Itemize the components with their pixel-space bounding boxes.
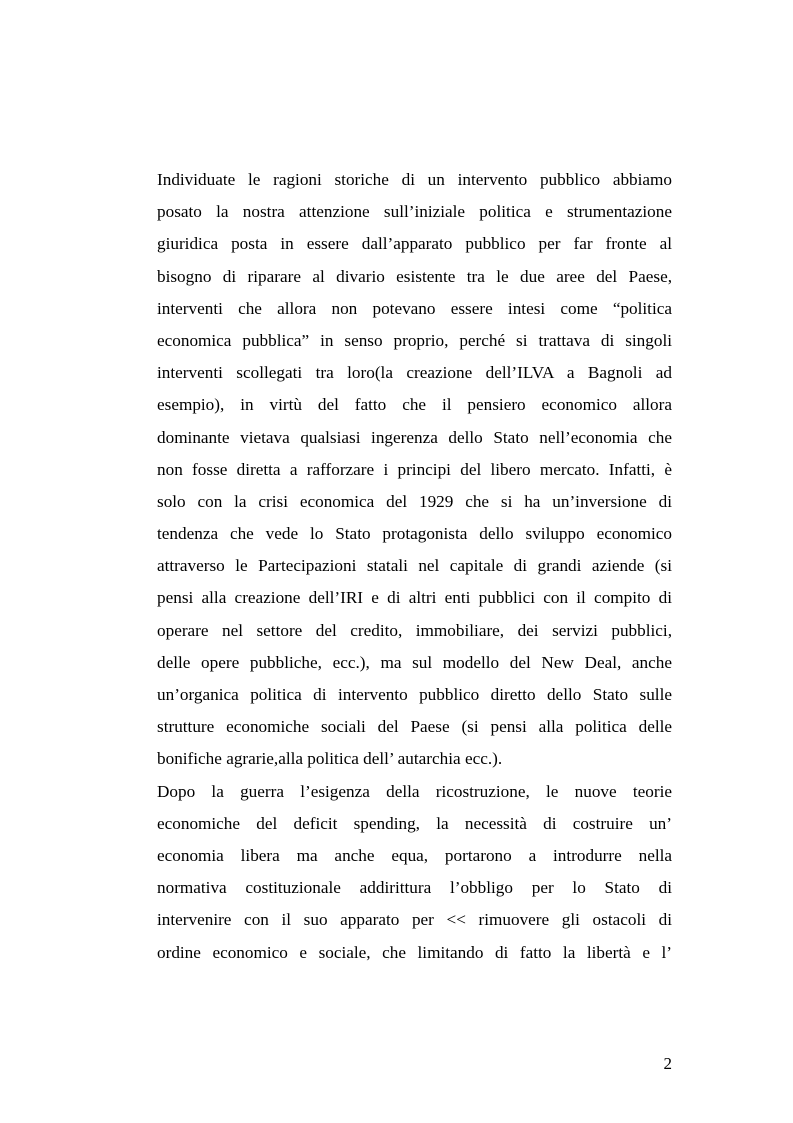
text-line: normativa costituzionale addirittura l’obbligo per lo Stato di — [157, 878, 672, 898]
text-line: attraverso le Partecipazioni statali nel capitale di grandi aziende (si — [157, 556, 672, 576]
text-line: bisogno di riparare al divario esistente tra le due aree del Paese, — [157, 266, 672, 286]
text-line: giuridica posta in essere dall’apparato pubblico per far fronte al — [157, 234, 672, 254]
text-line: tendenza che vede lo Stato protagonista dello sviluppo economico — [157, 524, 672, 544]
text-line: posato la nostra attenzione sull’iniziale politica e strumentazione — [157, 202, 672, 222]
text-line: interventi scollegati tra loro(la creazione dell’ILVA a Bagnoli ad — [157, 363, 672, 383]
text-line: delle opere pubbliche, ecc.), ma sul modello del New Deal, anche — [157, 652, 672, 672]
text-line: un’organica politica di intervento pubblico diretto dello Stato sulle — [157, 685, 672, 704]
text-line: bonifiche agrarie,alla politica dell’ autarchia ecc.). — [157, 749, 503, 769]
text-line: economiche del deficit spending, la necessità di costruire un’ — [157, 813, 672, 833]
text-line: solo con la crisi economica del 1929 che si ha un’inversione di — [157, 491, 672, 511]
text-line: strutture economiche sociali del Paese (si pensi alla politica delle — [157, 717, 672, 737]
text-line: interventi che allora non potevano essere intesi come “politica — [157, 298, 672, 318]
text-line: dominante vietava qualsiasi ingerenza dello Stato nell’economia che — [157, 427, 672, 447]
paragraph-1 — [157, 164, 672, 776]
text-line: Individuate le ragioni storiche di un intervento pubblico abbiamo — [157, 170, 672, 189]
text-line: pensi alla creazione dell’IRI e di altri enti pubblici con il compito di — [157, 588, 672, 608]
text-line: intervenire con il suo apparato per << rimuovere gli ostacoli di — [157, 910, 672, 930]
text-line: economica pubblica” in senso proprio, perché si trattava di singoli — [157, 330, 672, 350]
body-text — [157, 164, 672, 969]
text-line: ordine economico e sociale, che limitando di fatto la libertà e l’ — [157, 942, 672, 962]
text-line: esempio), in virtù del fatto che il pensiero economico allora — [157, 395, 672, 415]
paragraph-2 — [157, 776, 672, 969]
text-line: economia libera ma anche equa, portarono a introdurre nella — [157, 845, 672, 865]
page-number: 2 — [663, 1054, 672, 1073]
text-line: operare nel settore del credito, immobiliare, dei servizi pubblici, — [157, 620, 672, 640]
text-line: non fosse diretta a rafforzare i principi del libero mercato. Infatti, è — [157, 459, 672, 479]
text-line: Dopo la guerra l’esigenza della ricostruzione, le nuove teorie — [157, 781, 672, 801]
